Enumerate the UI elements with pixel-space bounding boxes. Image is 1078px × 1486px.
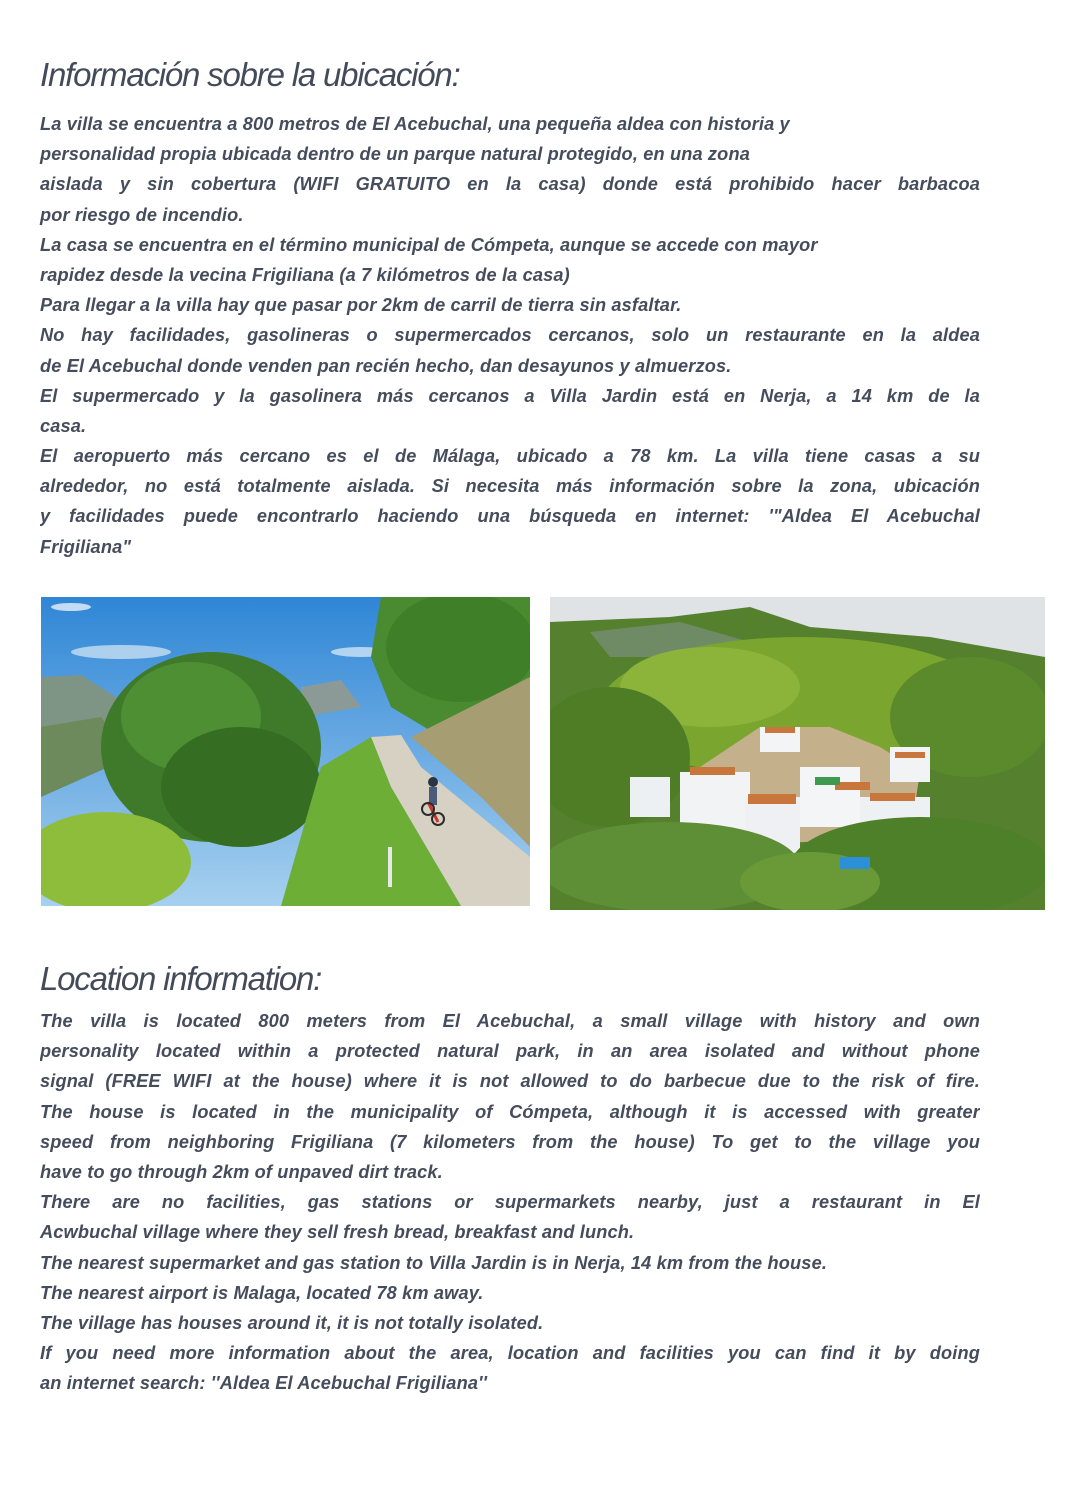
- white-village-photo: [550, 597, 1045, 910]
- english-section-body: [40, 1006, 980, 1398]
- text-line: Acwbuchal village where they sell fresh bread, breakfast and lunch.: [40, 1222, 635, 1243]
- text-line: aislada y sin cobertura (WIFI GRATUITO en la casa) donde está prohibido hacer barbacoa: [40, 174, 980, 195]
- text-line: personalidad propia ubicada dentro de un parque natural protegido, en una zona: [40, 144, 750, 165]
- text-line: an internet search: ''Aldea El Acebuchal Frigiliana'': [40, 1373, 488, 1394]
- text-line: El aeropuerto más cercano es el de Málaga, ubicado a 78 km. La villa tiene casas a su: [40, 446, 980, 467]
- text-line: speed from neighboring Frigiliana (7 kilometers from the house) To get to the village you: [40, 1131, 980, 1152]
- spanish-section-body: [40, 109, 980, 562]
- cyclist-dirt-road-photo: [41, 597, 530, 906]
- text-line: La villa se encuentra a 800 metros de El Acebuchal, una pequeña aldea con historia y: [40, 114, 790, 134]
- text-line: personality located within a protected natural park, in an area isolated and without phone: [40, 1041, 980, 1062]
- text-line: No hay facilidades, gasolineras o supermercados cercanos, solo un restaurante en la aldea: [40, 325, 980, 346]
- spanish-section-title: Información sobre la ubicación:: [40, 56, 460, 93]
- text-line: de El Acebuchal donde venden pan recién hecho, dan desayunos y almuerzos.: [40, 355, 732, 376]
- text-line: rapidez desde la vecina Frigiliana (a 7 kilómetros de la casa): [40, 264, 570, 285]
- text-line: El supermercado y la gasolinera más cercanos a Villa Jardin está en Nerja, a 14 km de la: [40, 385, 980, 406]
- text-line: The village has houses around it, it is not totally isolated.: [40, 1312, 544, 1333]
- text-line: signal (FREE WIFI at the house) where it is not allowed to do barbecue due to the risk of fire.: [40, 1071, 980, 1092]
- cyclist-photo-graphic: [41, 597, 530, 906]
- text-line: The house is located in the municipality of Cómpeta, although it is accessed with greater: [40, 1101, 980, 1122]
- text-line: If you need more information about the area, location and facilities you can find it by doing: [40, 1343, 980, 1364]
- text-line: casa.: [40, 415, 87, 436]
- text-line: The nearest supermarket and gas station to Villa Jardin is in Nerja, 14 km from the house.: [40, 1252, 828, 1273]
- text-line: La casa se encuentra en el término municipal de Cómpeta, aunque se accede con mayor: [40, 234, 818, 255]
- village-photo-graphic: [550, 597, 1045, 910]
- text-line: There are no facilities, gas stations or supermarkets nearby, just a restaurant in El: [40, 1192, 980, 1213]
- english-section-title: Location information:: [40, 960, 322, 997]
- text-line: The nearest airport is Malaga, located 78 km away.: [40, 1282, 484, 1303]
- text-line: por riesgo de incendio.: [40, 204, 244, 225]
- text-line: Para llegar a la villa hay que pasar por 2km de carril de tierra sin asfaltar.: [40, 295, 682, 316]
- text-line: have to go through 2km of unpaved dirt track.: [40, 1161, 443, 1182]
- text-line: The villa is located 800 meters from El Acebuchal, a small village with history and own: [40, 1011, 980, 1031]
- text-line: Frigiliana": [40, 536, 132, 557]
- text-line: alrededor, no está totalmente aislada. Si necesita más información sobre la zona, ubicación: [40, 476, 980, 497]
- text-line: y facilidades puede encontrarlo haciendo una búsqueda en internet: '"Aldea El Acebuchal: [40, 506, 980, 527]
